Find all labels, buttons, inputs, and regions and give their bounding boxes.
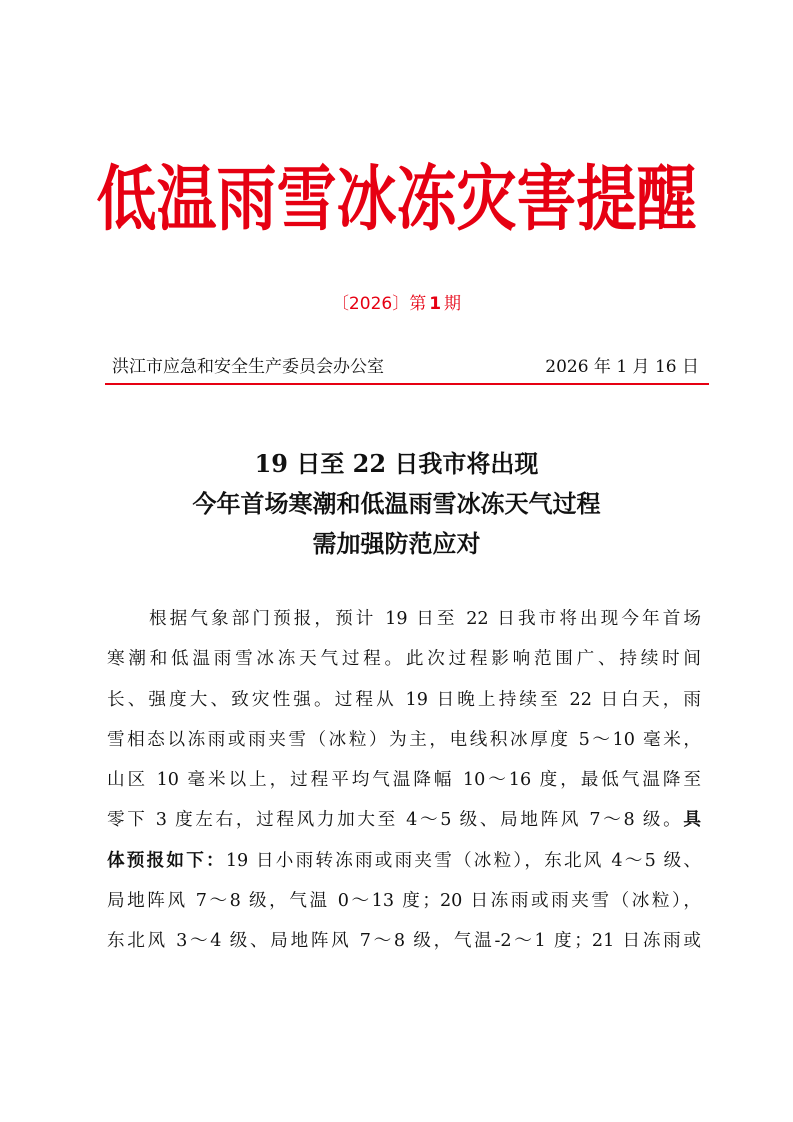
headline-line-1: 19 日至 22 日我市将出现 xyxy=(254,449,539,478)
body-line-4: 雪相态以冻雨或雨夹雪（冰粒）为主，电线积冰厚度 5～10 毫米， xyxy=(107,729,701,750)
issuer-name: 洪江市应急和安全生产委员会办公室 xyxy=(112,357,384,377)
issue-number xyxy=(0,291,793,317)
body-line-7-text: 19 日小雨转冻雨或雨夹雪（冰粒），东北风 4～5 级、 xyxy=(225,850,701,871)
body-line-3: 长、强度大、致灾性强。过程从 19 日晚上持续至 22 日白天，雨 xyxy=(107,689,701,710)
body-line-6 xyxy=(107,800,701,840)
issue-prefix: 第 xyxy=(409,294,427,314)
body-line-9: 东北风 3～4 级、局地阵风 7～8 级，气温-2～1 度；21 日冻雨或 xyxy=(107,931,701,952)
issue-year: 〔2026〕 xyxy=(331,294,410,314)
issue-date: 2026 年 1 月 16 日 xyxy=(545,357,699,377)
body-line-7-bold: 体预报如下： xyxy=(107,849,226,871)
headline xyxy=(0,444,793,564)
body-line-2: 寒潮和低温雨雪冰冻天气过程。此次过程影响范围广、持续时间 xyxy=(107,649,701,670)
masthead-title: 低温雨雪冰冻灾害提醒 xyxy=(96,158,697,242)
issue-suffix: 期 xyxy=(444,294,462,314)
body-line-5: 山区 10 毫米以上，过程平均气温降幅 10～16 度，最低气温降至 xyxy=(107,770,701,791)
body-line-8: 局地阵风 7～8 级，气温 0～13 度；20 日冻雨或雨夹雪（冰粒）， xyxy=(107,891,701,912)
issuer-line xyxy=(105,354,709,382)
body-line-6-bold: 具 xyxy=(683,809,701,831)
red-divider xyxy=(105,383,709,385)
body-line-7 xyxy=(107,841,701,881)
headline-line-2: 今年首场寒潮和低温雨雪冰冻天气过程 xyxy=(192,489,601,518)
headline-line-3: 需加强防范应对 xyxy=(312,529,481,558)
body-line-1: 根据气象部门预报，预计 19 日至 22 日我市将出现今年首场 xyxy=(149,609,701,629)
body-line-6-text: 零下 3 度左右，过程风力加大至 4～5 级、局地阵风 7～8 级。 xyxy=(107,810,684,831)
issue-num: 1 xyxy=(429,294,442,314)
body-paragraph xyxy=(107,599,701,962)
